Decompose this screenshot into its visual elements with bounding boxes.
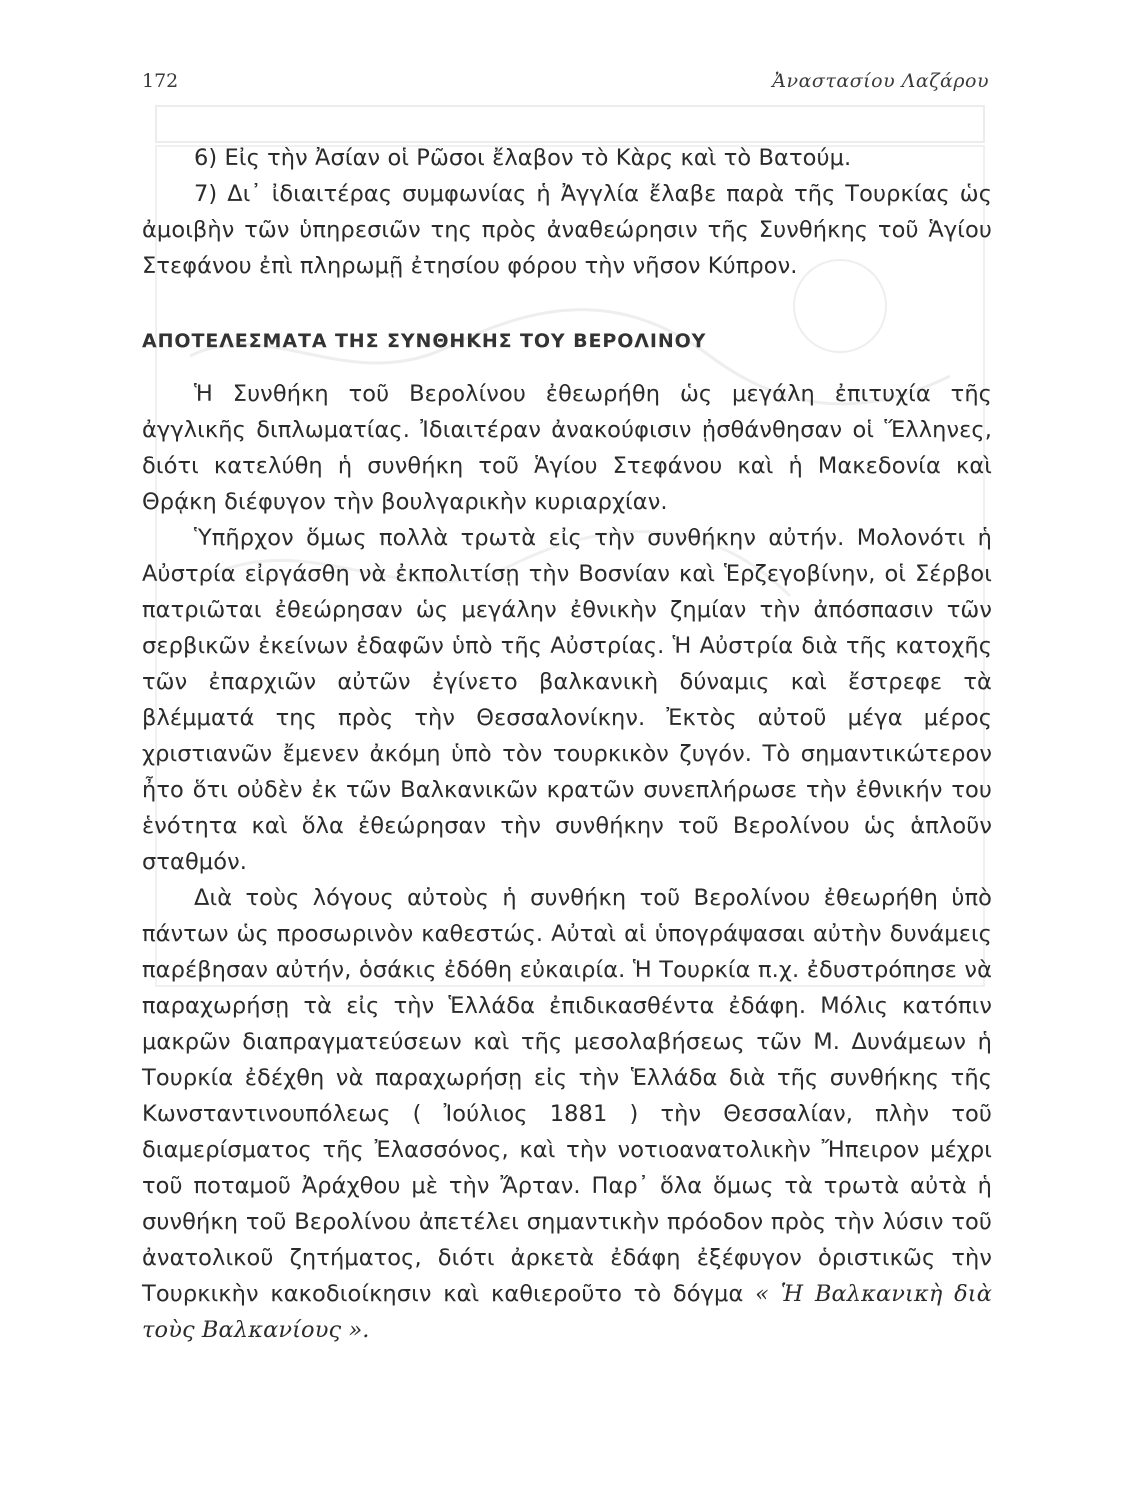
closing-quote: « Ἡ Βαλκανικὴ διὰ τοὺς Βαλκανίους ». — [142, 1281, 992, 1343]
page-header — [142, 70, 989, 100]
paragraph-3-text: Διὰ τοὺς λόγους αὐτοὺς ἡ συνθήκη τοῦ Βερολίνου ἐθεωρήθη ὑπὸ πάντων ὡς προσωρινὸν καθεστώς. Αὐταὶ αἱ ὑπογράψασαι αὐτὴν δυνάμεις παρέβησαν αὐτήν, ὁσάκις ἐδόθη εὐκαιρία. Ἡ Τουρκία π.χ. ἐδυστρόπησε νὰ παραχωρήσῃ τὰ εἰς τὴν Ἑλλάδα ἐπιδικασθέντα ἐδάφη. Μόλις κατόπιν μακρῶν διαπραγματεύσεων καὶ τῆς μεσολαβήσεως τῶν Μ. Δυνάμεων ἡ Τουρκία ἐδέχθη νὰ παραχωρήσῃ εἰς τὴν Ἑλλάδα διὰ τῆς συνθήκης τῆς Κωνσταντινουπόλεως ( Ἰούλιος 1881 ) τὴν Θεσσαλίαν, πλὴν τοῦ διαμερίσματος τῆς Ἐλασσόνος, καὶ τὴν νοτιοανατολικὴν Ἤπειρον μέχρι τοῦ ποταμοῦ Ἀράχθου μὲ τὴν Ἄρταν. Παρ᾽ ὅλα ὅμως τὰ τρωτὰ αὐτὰ ἡ συνθήκη τοῦ Βερολίνου ἀπετέλει σημαντικὴν πρόοδον πρὸς τὴν λύσιν τοῦ ἀνατολικοῦ ζητήματος, διότι ἀρκετὰ ἐδάφη ἐξέφυγον ὁριστικῶς τὴν Τουρκικὴν κακοδιοίκησιν καὶ καθιεροῦτο τὸ δόγμα — [142, 885, 992, 1307]
list-item-7: 7) Δι᾽ ἰδιαιτέρας συμφωνίας ἡ Ἀγγλία ἔλαβε παρὰ τῆς Τουρκίας ὡς ἀμοιβὴν τῶν ὑπηρεσιῶν της πρὸς ἀναθεώρησιν τῆς Συνθήκης τοῦ Ἁγίου Στεφάνου ἐπὶ πληρωμῇ ἐτησίου φόρου τὴν νῆσον Κύπρον. — [142, 181, 992, 279]
section-title: ΑΠΟΤΕΛΕΣΜΑΤΑ ΤΗΣ ΣΥΝΘΗΚΗΣ ΤΟΥ ΒΕΡΟΛΙΝΟΥ — [142, 330, 707, 352]
paragraph-2: Ὑπῆρχον ὅμως πολλὰ τρωτὰ εἰς τὴν συνθήκην αὐτήν. Μολονότι ἡ Αὐστρία εἰργάσθη νὰ ἐκπολιτίσῃ τὴν Βοσνίαν καὶ Ἑρζεγοβίνην, οἱ Σέρβοι πατριῶται ἐθεώρησαν ὡς μεγάλην ἐθνικὴν ζημίαν τὴν ἀπόσπασιν τῶν σερβικῶν ἐκείνων ἐδαφῶν ὑπὸ τῆς Αὐστρίας. Ἡ Αὐστρία διὰ τῆς κατοχῆς τῶν ἐπαρχιῶν αὐτῶν ἐγίνετο βαλκανικὴ δύναμις καὶ ἔστρεφε τὰ βλέμματά της πρὸς τὴν Θεσσαλονίκην. Ἐκτὸς αὐτοῦ μέγα μέρος χριστιανῶν ἔμενεν ἀκόμη ὑπὸ τὸν τουρκικὸν ζυγόν. Τὸ σημαντικώτερον ἦτο ὅτι οὐδὲν ἐκ τῶν Βαλκανικῶν κρατῶν συνεπλήρωσε τὴν ἐθνικήν του ἑνότητα καὶ ὅλα ἐθεώρησαν τὴν συνθήκην τοῦ Βερολίνου ὡς ἁπλοῦν σταθμόν. — [142, 525, 992, 875]
paragraph-1: Ἡ Συνθήκη τοῦ Βερολίνου ἐθεωρήθη ὡς μεγάλη ἐπιτυχία τῆς ἀγγλικῆς διπλωματίας. Ἰδιαιτέραν ἀνακούφισιν ᾐσθάνθησαν οἱ Ἕλληνες, διότι κατελύθη ἡ συνθήκη τοῦ Ἁγίου Στεφάνου καὶ ἡ Μακεδονία καὶ Θρᾴκη διέφυγον τὴν βουλγαρικὴν κυριαρχίαν. — [142, 381, 992, 515]
running-head: Ἀναστασίου Λαζάρου — [772, 70, 989, 92]
page-number: 172 — [142, 70, 179, 92]
page-body — [142, 140, 992, 1348]
paragraph-3 — [142, 880, 992, 1348]
list-item-6: 6) Εἰς τὴν Ἀσίαν οἱ Ρῶσοι ἔλαβον τὸ Κὰρς καὶ τὸ Βατούμ. — [194, 145, 852, 171]
